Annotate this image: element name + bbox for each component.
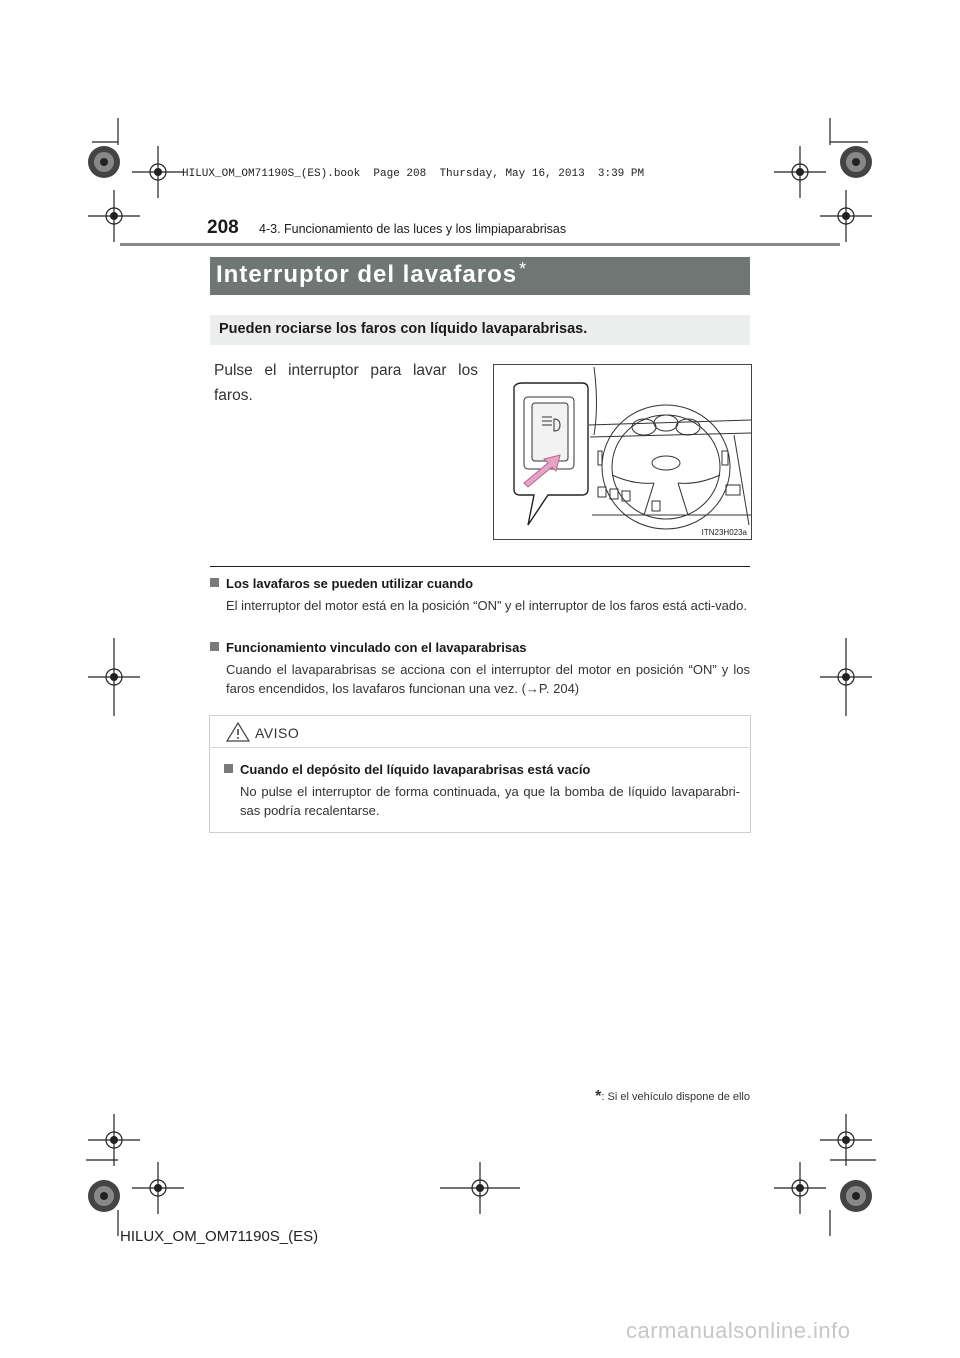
headlight-washer-figure [493,364,752,540]
warning-triangle-icon [226,722,250,742]
separator-rule [210,566,750,567]
footnote [595,1088,750,1106]
warning-body: No pulse el interruptor de forma continuada, ya que la bomba de líquido lavaparabri-sas podría recalentarse. [240,784,740,818]
section-title: 4-3. Funcionamiento de las luces y los limpiaparabrisas [259,222,567,236]
instruction-text: Pulse el interruptor para lavar los faros. [214,362,478,404]
note-title [210,576,750,591]
warning-title-text: Cuando el depósito del líquido lavaparabrisas está vacío [240,762,591,777]
bullet-square-icon [210,642,219,651]
note-title-text: Funcionamiento vinculado con el lavaparabrisas [226,640,527,655]
note-body: Cuando el lavaparabrisas se acciona con el interruptor del motor en posición “ON” y los faros encendidos, los lavafaros funcionan una vez. (→P. 204) [226,662,750,696]
page-number: 208 [207,217,239,238]
summary-text: Pueden rociarse los faros con líquido lavaparabrisas. [219,321,588,337]
note-title-text: Los lavafaros se pueden utilizar cuando [226,576,474,591]
page-heading [216,261,527,289]
note-usage-condition [210,576,750,616]
bullet-square-icon [224,764,233,773]
heading-band [210,257,750,295]
header-rule [120,243,840,246]
footnote-text: : Si el vehículo dispone de ello [601,1091,750,1103]
footnote-asterisk: * [595,1088,602,1105]
note-title [210,640,750,655]
heading-asterisk: * [519,259,528,279]
note-linked-operation [210,640,750,698]
warning-note [224,762,740,820]
warning-box [209,715,751,833]
document-id: HILUX_OM_OM71190S_(ES) [120,1228,319,1245]
print-book-line: HILUX_OM_OM71190S_(ES).book Page 208 Thursday, May 16, 2013 3:39 PM [182,168,645,180]
bullet-square-icon [210,578,219,587]
warning-title [224,762,740,777]
figure-code: ITN23H023a [701,528,747,537]
summary-band [210,315,750,345]
warning-header [210,716,750,748]
watermark: carmanualsonline.info [626,1318,851,1343]
note-body: El interruptor del motor está en la posición “ON” y el interruptor de los faros está acti-vado. [226,598,747,613]
heading-title: Interruptor del lavafaros [216,261,518,288]
dashboard-illustration [494,365,751,539]
warning-label: AVISO [255,725,300,741]
